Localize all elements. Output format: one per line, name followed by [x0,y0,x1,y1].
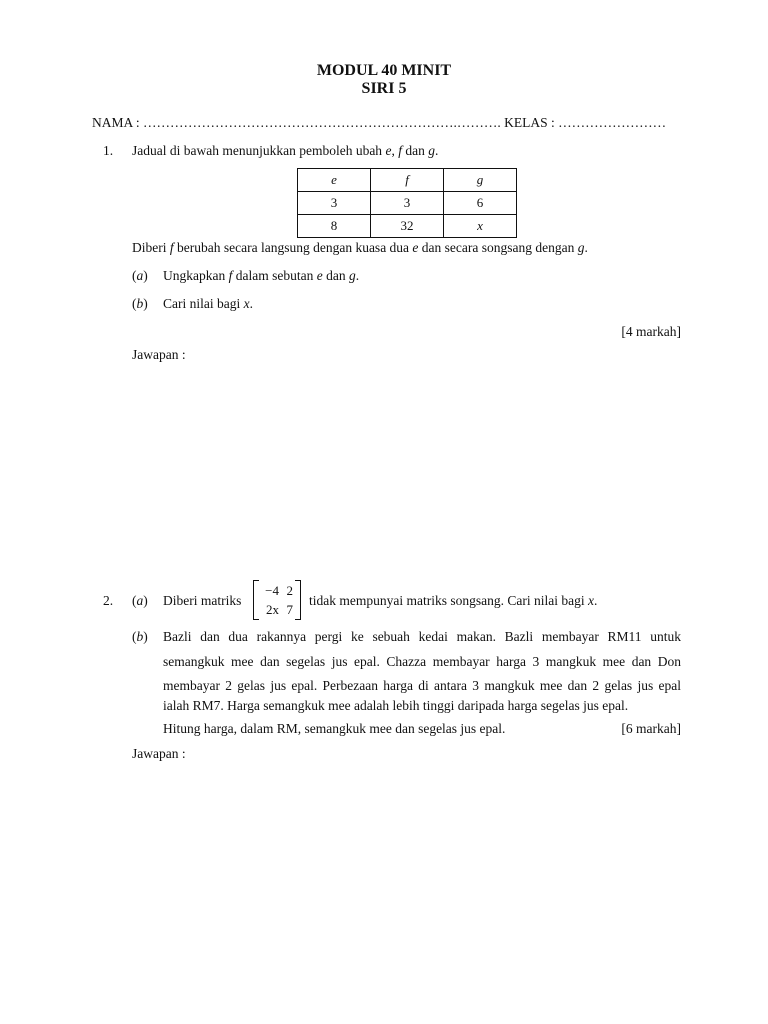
q1-intro [132,143,438,159]
label-paren: ( [132,296,137,311]
var-g: g [577,240,585,255]
q1-given-text: Diberi [132,240,170,255]
q1-part-a-label [132,268,148,284]
var-f: f [228,268,233,283]
q1-part-a [163,268,359,284]
table-cell: 32 [371,215,444,238]
class-label: KELAS : [504,115,555,130]
label-paren: ) [143,268,148,283]
name-label: NAMA : [92,115,140,130]
q2-part-b-line: ialah RM7. Harga semangkuk mee adalah lebih tinggi daripada harga segelas jus epal. [163,698,629,713]
q2-part-a-label [132,593,148,609]
q2-number: 2. [103,593,114,608]
var-f: f [169,240,174,255]
q2-part-a-text: tidak mempunyai matriks songsang. Cari nilai bagi [309,593,588,608]
q1-intro-sep: , [391,143,399,158]
q1-part-b-label [132,296,148,312]
q2-part-a [309,593,597,609]
label-paren: ( [132,593,137,608]
q2-part-b-line: Bazli dan dua rakannya pergi ke sebuah kedai makan. Bazli membayar RM11 untuk [163,629,681,644]
table-row [298,192,517,215]
q1-part-b-text: . [249,296,253,311]
table-cell: x [444,215,517,238]
var-g: g [348,268,356,283]
q1-marks: [4 markah] [621,324,681,339]
label-letter: a [136,268,144,283]
class-field[interactable]: …………………… [558,115,667,130]
q1-part-a-text: dalam sebutan [232,268,317,283]
table-cell: 3 [298,192,371,215]
page-subtitle: SIRI 5 [361,80,407,97]
var-e: e [316,268,323,283]
q2-part-b-line: Hitung harga, dalam RM, semangkuk mee dan segelas jus epal. [163,721,506,736]
table-cell: 6 [444,192,517,215]
q1-part-b [163,296,253,312]
q1-given-text: . [584,240,588,255]
label-paren: ( [132,268,137,283]
q1-intro-text: Jadual di bawah menunjukkan pemboleh ubah [132,143,386,158]
q2-marks: [6 markah] [621,721,681,736]
label-paren: ) [143,593,148,608]
table-header-row [298,169,517,192]
q1-number: 1. [103,143,114,158]
label-letter: b [136,296,144,311]
q2-part-a-text-start: Diberi matriks [163,593,242,608]
q1-part-a-text: Ungkapkan [163,268,229,283]
var-e: e [412,240,419,255]
q2-part-a-text: . [593,593,598,608]
matrix-bracket-right [295,580,301,620]
var-x: x [243,296,250,311]
q2-answer-label: Jawapan : [132,746,186,761]
label-paren: ( [132,629,137,644]
var-g: g [428,143,435,158]
q1-part-a-text: . [355,268,360,283]
q1-part-a-text: dan [322,268,349,283]
table-row [298,215,517,238]
var-e: e [385,143,392,158]
table-header-cell: f [371,169,444,192]
label-letter: b [136,629,144,644]
table-header-cell: g [444,169,517,192]
table-header-cell: e [298,169,371,192]
matrix [253,580,301,620]
q1-given-text: dan secara songsang dengan [418,240,578,255]
q2-part-b-line: membayar 2 gelas jus epal. Perbezaan harga di antara 3 mangkuk mee dan 2 gelas jus epal [163,678,681,693]
matrix-cell: −4 [265,583,279,598]
matrix-cell: 2x [266,602,279,617]
matrix-cell: 7 [286,602,293,617]
var-f: f [398,143,402,158]
matrix-cell: 2 [286,583,293,598]
q1-given [132,240,588,256]
student-info-line [92,115,666,131]
q2-part-b-line: semangkuk mee dan segelas jus epal. Chazza membayar harga 3 mangkuk mee dan Don [163,654,681,669]
name-field[interactable]: …………………………………………………………….………. [143,115,501,130]
variables-table [297,168,517,238]
label-paren: ) [143,629,148,644]
q1-intro-and: dan [401,143,429,158]
q1-part-b-text: Cari nilai bagi [163,296,244,311]
q1-given-text: berubah secara langsung dengan kuasa dua [173,240,413,255]
page-title: MODUL 40 MINIT [316,62,452,79]
q1-answer-label: Jawapan : [132,347,186,362]
label-letter: a [136,593,144,608]
q1-intro-end: . [434,143,439,158]
q2-part-b-label [132,629,148,645]
table-cell: 3 [371,192,444,215]
table-cell: 8 [298,215,371,238]
var-x: x [587,593,594,608]
label-paren: ) [143,296,148,311]
